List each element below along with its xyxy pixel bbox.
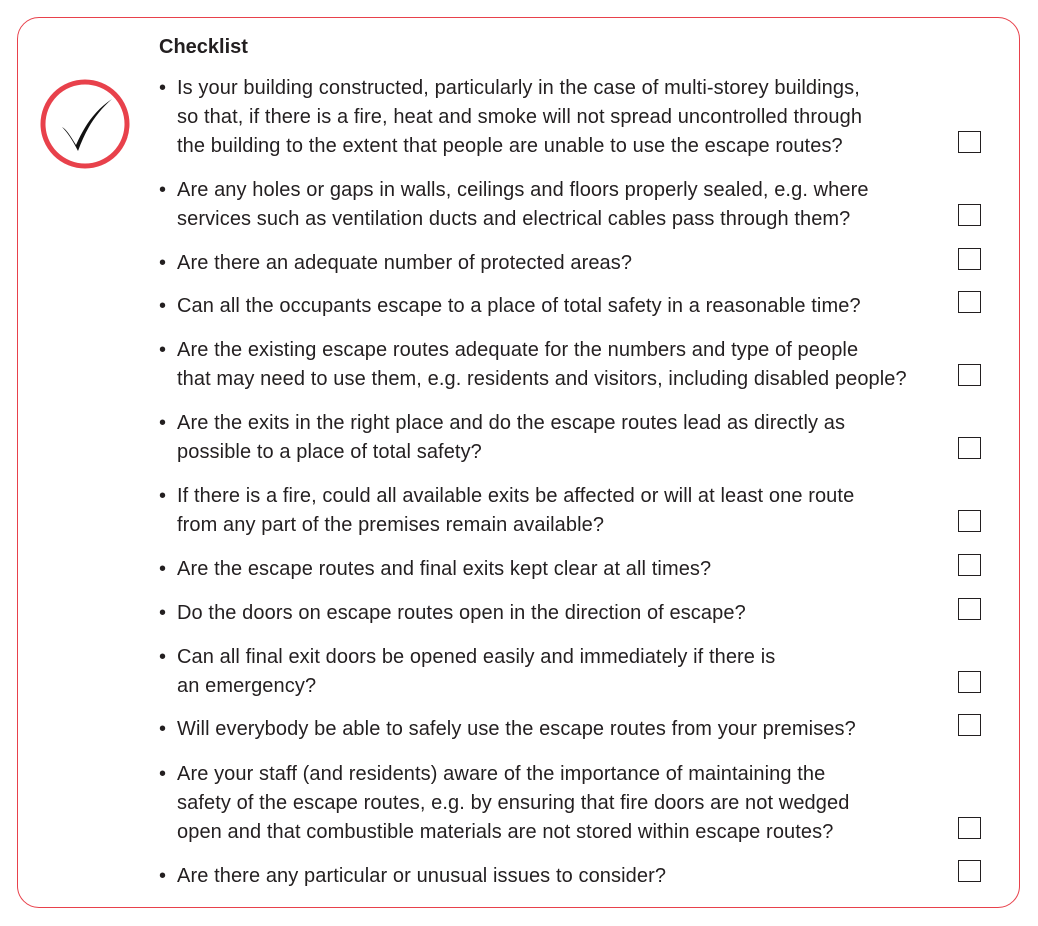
- bullet: •: [159, 485, 167, 507]
- checklist-item: [159, 74, 979, 161]
- checklist-item-text: Will everybody be able to safely use the escape routes from your premises?: [177, 718, 856, 740]
- bullet: •: [159, 252, 167, 274]
- bullet: •: [159, 558, 167, 580]
- checklist-item-text: Do the doors on escape routes open in the direction of escape?: [177, 602, 746, 624]
- checklist-checkbox[interactable]: [958, 437, 981, 459]
- checklist-item: [159, 715, 979, 744]
- checklist-item: [159, 760, 979, 847]
- checklist-item-text: Can all the occupants escape to a place of total safety in a reasonable time?: [177, 295, 861, 317]
- checklist-checkbox[interactable]: [958, 598, 981, 620]
- checklist-item-text: Are there an adequate number of protected areas?: [177, 252, 633, 274]
- bullet: •: [159, 339, 167, 361]
- checklist-item: [159, 482, 979, 540]
- checklist-checkbox[interactable]: [958, 860, 981, 882]
- checklist-item-text: Are the escape routes and final exits kept clear at all times?: [177, 558, 712, 580]
- checklist-item: [159, 599, 979, 628]
- checklist-checkbox[interactable]: [958, 714, 981, 736]
- checklist-item: [159, 409, 979, 467]
- checklist-item: [159, 176, 979, 234]
- checklist-checkbox[interactable]: [958, 671, 981, 693]
- checklist-item-text: Is your building constructed, particularly in the case of multi-storey buildings, so that, if there is a fire, heat and smoke will not spread uncontrolled through the building to the extent that people are unable to use the escape routes?: [177, 77, 863, 157]
- checklist-item-text: Are your staff (and residents) aware of the importance of maintaining the safety of the escape routes, e.g. by ensuring that fire doors are not wedged open and that combustible materials are not stored within escape routes?: [177, 763, 850, 843]
- checklist-item-text: Can all final exit doors be opened easily and immediately if there is an emergency?: [177, 646, 776, 697]
- checklist-item-text: Are there any particular or unusual issues to consider?: [177, 865, 667, 887]
- bullet: •: [159, 865, 167, 887]
- checklist-item: [159, 336, 979, 394]
- checklist-checkbox[interactable]: [958, 131, 981, 153]
- bullet: •: [159, 295, 167, 317]
- checklist-title: Checklist: [159, 36, 248, 58]
- checklist-checkbox[interactable]: [958, 817, 981, 839]
- checklist-checkbox[interactable]: [958, 291, 981, 313]
- bullet: •: [159, 763, 167, 785]
- checklist-checkbox[interactable]: [958, 554, 981, 576]
- bullet: •: [159, 179, 167, 201]
- bullet: •: [159, 718, 167, 740]
- checklist-checkbox[interactable]: [958, 510, 981, 532]
- checklist-checkbox[interactable]: [958, 248, 981, 270]
- bullet: •: [159, 412, 167, 434]
- checklist-item: [159, 292, 979, 321]
- checklist-item: [159, 555, 979, 584]
- checklist-item-text: If there is a fire, could all available exits be affected or will at least one route from any part of the premises remain available?: [177, 485, 855, 536]
- checkmark-in-circle-icon: [40, 79, 130, 169]
- checklist-item: [159, 249, 979, 278]
- checklist-item-text: Are the exits in the right place and do the escape routes lead as directly as possible to a place of total safety?: [177, 412, 846, 463]
- checklist-item: [159, 862, 979, 891]
- bullet: •: [159, 77, 167, 99]
- checklist-item-text: Are any holes or gaps in walls, ceilings and floors properly sealed, e.g. where services such as ventilation ducts and electrical cables pass through them?: [177, 179, 869, 230]
- checklist-item: [159, 643, 979, 701]
- bullet: •: [159, 646, 167, 668]
- checklist-checkbox[interactable]: [958, 204, 981, 226]
- checklist-item-text: Are the existing escape routes adequate for the numbers and type of people that may need to use them, e.g. residents and visitors, including disabled people?: [177, 339, 907, 390]
- checklist-checkbox[interactable]: [958, 364, 981, 386]
- bullet: •: [159, 602, 167, 624]
